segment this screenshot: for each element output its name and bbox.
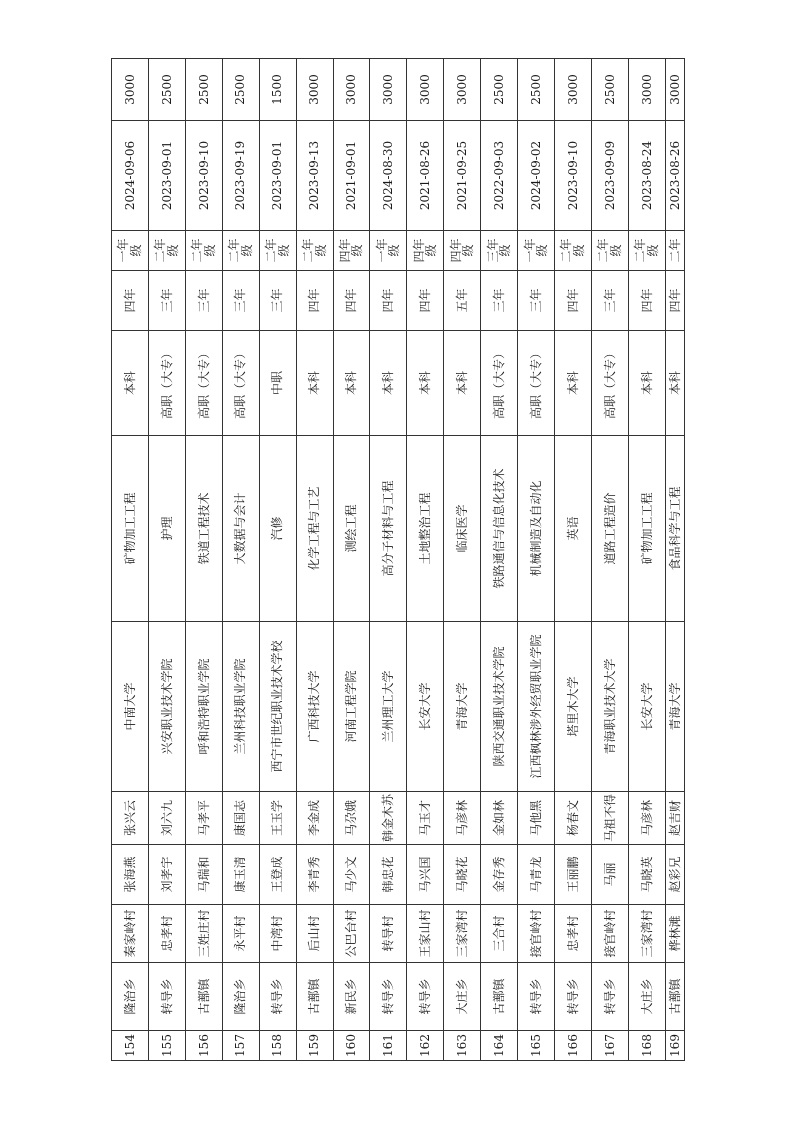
enrollment-date: 2023-08-24 [628, 121, 665, 231]
township: 古鄯镇 [665, 963, 684, 1031]
education-level: 中职 [259, 331, 296, 436]
grade-level: 二年级 [296, 231, 333, 271]
major-name: 化学工程与工艺 [296, 436, 333, 622]
table-row [112, 59, 149, 1061]
program-length: 四年 [628, 271, 665, 331]
program-length: 四年 [665, 271, 684, 331]
grade-level: 二年级 [259, 231, 296, 271]
education-level: 高职（大专） [518, 331, 555, 436]
education-level: 高职（大专） [148, 331, 185, 436]
student-name: 马尕娥 [333, 792, 370, 845]
major-name: 临床医学 [444, 436, 481, 622]
grade-level: 二年级 [222, 231, 259, 271]
grade-level: 二年级 [591, 231, 628, 271]
enrollment-date: 2024-09-02 [518, 121, 555, 231]
enrollment-date: 2021-09-01 [333, 121, 370, 231]
student-name: 金如林 [481, 792, 518, 845]
parent-name: 王登成 [259, 845, 296, 905]
program-length: 四年 [370, 271, 407, 331]
education-level: 本科 [665, 331, 684, 436]
grade-level: 一年级 [112, 231, 149, 271]
table-row [518, 59, 555, 1061]
school-name: 陕西交通职业技术学院 [481, 622, 518, 792]
education-level: 本科 [296, 331, 333, 436]
township: 大庄乡 [444, 963, 481, 1031]
parent-name: 李青秀 [296, 845, 333, 905]
enrollment-date: 2022-09-03 [481, 121, 518, 231]
village: 中湾村 [259, 905, 296, 963]
parent-name: 刘孝宇 [148, 845, 185, 905]
school-name: 河南工程学院 [333, 622, 370, 792]
aid-amount: 2500 [518, 59, 555, 121]
program-length: 三年 [259, 271, 296, 331]
table-row [185, 59, 222, 1061]
village: 接官岭村 [518, 905, 555, 963]
grade-level: 二年级 [185, 231, 222, 271]
aid-amount: 2500 [222, 59, 259, 121]
grade-level: 四年级 [444, 231, 481, 271]
enrollment-date: 2023-09-01 [148, 121, 185, 231]
student-name: 马玉才 [407, 792, 444, 845]
student-name: 杨春文 [555, 792, 592, 845]
table-row [370, 59, 407, 1061]
table-row [665, 59, 684, 1061]
village: 后山村 [296, 905, 333, 963]
row-number: 156 [185, 1031, 222, 1061]
township: 隆治乡 [222, 963, 259, 1031]
school-name: 长安大学 [407, 622, 444, 792]
student-name: 马孝平 [185, 792, 222, 845]
aid-amount: 3000 [296, 59, 333, 121]
row-number: 157 [222, 1031, 259, 1061]
enrollment-date: 2023-09-13 [296, 121, 333, 231]
education-level: 本科 [407, 331, 444, 436]
education-level: 本科 [333, 331, 370, 436]
grade-level: 二年级 [148, 231, 185, 271]
row-number: 169 [665, 1031, 684, 1061]
education-level: 高职（大专） [185, 331, 222, 436]
enrollment-date: 2024-08-30 [370, 121, 407, 231]
township: 古鄯镇 [185, 963, 222, 1031]
village: 接官岭村 [591, 905, 628, 963]
major-name: 矿物加工工程 [628, 436, 665, 622]
school-name: 兰州理工大学 [370, 622, 407, 792]
enrollment-date: 2023-09-10 [555, 121, 592, 231]
aid-amount: 2500 [148, 59, 185, 121]
row-number: 166 [555, 1031, 592, 1061]
parent-name: 马兴国 [407, 845, 444, 905]
program-length: 五年 [444, 271, 481, 331]
major-name: 护理 [148, 436, 185, 622]
program-length: 四年 [555, 271, 592, 331]
table-row [296, 59, 333, 1061]
village: 永平村 [222, 905, 259, 963]
township: 转导乡 [259, 963, 296, 1031]
school-name: 长安大学 [628, 622, 665, 792]
grade-level: 二年 [665, 231, 684, 271]
parent-name: 张海燕 [112, 845, 149, 905]
aid-amount: 2500 [481, 59, 518, 121]
village: 转导村 [370, 905, 407, 963]
village: 桦林滩 [665, 905, 684, 963]
grade-level: 三年级 [481, 231, 518, 271]
student-name: 刘六九 [148, 792, 185, 845]
aid-amount: 1500 [259, 59, 296, 121]
township: 转导乡 [370, 963, 407, 1031]
aid-amount: 2500 [591, 59, 628, 121]
township: 转导乡 [518, 963, 555, 1031]
school-name: 兴安职业技术学院 [148, 622, 185, 792]
table-row [222, 59, 259, 1061]
row-number: 162 [407, 1031, 444, 1061]
program-length: 三年 [591, 271, 628, 331]
education-level: 本科 [112, 331, 149, 436]
education-level: 高职（大专） [222, 331, 259, 436]
aid-amount: 3000 [665, 59, 684, 121]
student-name: 马彦林 [628, 792, 665, 845]
table-body [112, 59, 685, 1061]
table-row [444, 59, 481, 1061]
student-name: 赵吉财 [665, 792, 684, 845]
aid-amount: 3000 [444, 59, 481, 121]
aid-amount: 3000 [112, 59, 149, 121]
major-name: 英语 [555, 436, 592, 622]
program-length: 四年 [112, 271, 149, 331]
aid-amount: 3000 [555, 59, 592, 121]
row-number: 165 [518, 1031, 555, 1061]
student-name: 韩金木苏 [370, 792, 407, 845]
row-number: 163 [444, 1031, 481, 1061]
township: 转导乡 [555, 963, 592, 1031]
grade-level: 二年级 [555, 231, 592, 271]
enrollment-date: 2023-09-01 [259, 121, 296, 231]
enrollment-date: 2023-09-09 [591, 121, 628, 231]
grade-level: 二年级 [628, 231, 665, 271]
major-name: 大数据与会计 [222, 436, 259, 622]
village: 三家湾村 [628, 905, 665, 963]
row-number: 160 [333, 1031, 370, 1061]
program-length: 三年 [185, 271, 222, 331]
row-number: 164 [481, 1031, 518, 1061]
major-name: 机械制造及自动化 [518, 436, 555, 622]
table-row [481, 59, 518, 1061]
school-name: 中南大学 [112, 622, 149, 792]
aid-amount: 3000 [407, 59, 444, 121]
rotated-table-page [111, 59, 685, 1061]
township: 转导乡 [591, 963, 628, 1031]
program-length: 三年 [148, 271, 185, 331]
village: 三家湾村 [444, 905, 481, 963]
school-name: 塔里木大学 [555, 622, 592, 792]
enrollment-date: 2023-09-10 [185, 121, 222, 231]
education-level: 高职（大专） [591, 331, 628, 436]
grade-level: 四年级 [407, 231, 444, 271]
parent-name: 马瑞和 [185, 845, 222, 905]
school-name: 西宁市世纪职业技术学校 [259, 622, 296, 792]
enrollment-date: 2021-09-25 [444, 121, 481, 231]
major-name: 铁路通信与信息化技术 [481, 436, 518, 622]
student-name: 张兴云 [112, 792, 149, 845]
township: 转导乡 [148, 963, 185, 1031]
parent-name: 韩忠花 [370, 845, 407, 905]
grade-level: 四年级 [333, 231, 370, 271]
aid-amount: 3000 [370, 59, 407, 121]
major-name: 铁道工程技术 [185, 436, 222, 622]
table-row [407, 59, 444, 1061]
major-name: 食品科学与工程 [665, 436, 684, 622]
major-name: 道路工程造价 [591, 436, 628, 622]
row-number: 168 [628, 1031, 665, 1061]
table-row [333, 59, 370, 1061]
parent-name: 赵彩兄 [665, 845, 684, 905]
education-level: 高职（大专） [481, 331, 518, 436]
enrollment-date: 2021-08-26 [407, 121, 444, 231]
aid-amount: 3000 [333, 59, 370, 121]
table-row [555, 59, 592, 1061]
township: 隆治乡 [112, 963, 149, 1031]
program-length: 四年 [333, 271, 370, 331]
row-number: 159 [296, 1031, 333, 1061]
table-row [591, 59, 628, 1061]
parent-name: 马晓花 [444, 845, 481, 905]
parent-name: 康玉清 [222, 845, 259, 905]
row-number: 161 [370, 1031, 407, 1061]
table-row [148, 59, 185, 1061]
school-name: 兰州科技职业学院 [222, 622, 259, 792]
school-name: 青海大学 [444, 622, 481, 792]
program-length: 三年 [518, 271, 555, 331]
village: 王家山村 [407, 905, 444, 963]
program-length: 三年 [222, 271, 259, 331]
row-number: 158 [259, 1031, 296, 1061]
school-name: 江西枫林涉外经贸职业学院 [518, 622, 555, 792]
education-level: 本科 [555, 331, 592, 436]
village: 秦家岭村 [112, 905, 149, 963]
enrollment-date: 2023-08-26 [665, 121, 684, 231]
township: 古鄯镇 [481, 963, 518, 1031]
student-name: 马彦林 [444, 792, 481, 845]
parent-name: 马丽 [591, 845, 628, 905]
parent-name: 王丽鹏 [555, 845, 592, 905]
row-number: 167 [591, 1031, 628, 1061]
village: 忠孝村 [555, 905, 592, 963]
table-row [628, 59, 665, 1061]
major-name: 汽修 [259, 436, 296, 622]
parent-name: 马青龙 [518, 845, 555, 905]
row-number: 154 [112, 1031, 149, 1061]
major-name: 测绘工程 [333, 436, 370, 622]
parent-name: 马少文 [333, 845, 370, 905]
grade-level: 一年级 [518, 231, 555, 271]
school-name: 广西科技大学 [296, 622, 333, 792]
school-name: 青海大学 [665, 622, 684, 792]
student-name: 王玉学 [259, 792, 296, 845]
row-number: 155 [148, 1031, 185, 1061]
township: 转导乡 [407, 963, 444, 1031]
village: 忠孝村 [148, 905, 185, 963]
parent-name: 金存秀 [481, 845, 518, 905]
education-level: 本科 [370, 331, 407, 436]
school-name: 呼和浩特职业学院 [185, 622, 222, 792]
student-name: 康国志 [222, 792, 259, 845]
program-length: 四年 [407, 271, 444, 331]
village: 三合村 [481, 905, 518, 963]
program-length: 三年 [481, 271, 518, 331]
township: 古鄯镇 [296, 963, 333, 1031]
enrollment-date: 2023-09-19 [222, 121, 259, 231]
student-name: 李金成 [296, 792, 333, 845]
grade-level: 一年级 [370, 231, 407, 271]
major-name: 土地整治工程 [407, 436, 444, 622]
school-name: 青海职业技术大学 [591, 622, 628, 792]
student-aid-table [111, 58, 685, 1061]
enrollment-date: 2024-09-06 [112, 121, 149, 231]
village: 公巴台村 [333, 905, 370, 963]
aid-amount: 3000 [628, 59, 665, 121]
township: 大庄乡 [628, 963, 665, 1031]
parent-name: 马晓英 [628, 845, 665, 905]
program-length: 四年 [296, 271, 333, 331]
aid-amount: 2500 [185, 59, 222, 121]
major-name: 矿物加工工程 [112, 436, 149, 622]
education-level: 本科 [628, 331, 665, 436]
major-name: 高分子材料与工程 [370, 436, 407, 622]
village: 三姓庄村 [185, 905, 222, 963]
table-row [259, 59, 296, 1061]
student-name: 马祖不得 [591, 792, 628, 845]
student-name: 马他黑 [518, 792, 555, 845]
township: 新民乡 [333, 963, 370, 1031]
education-level: 本科 [444, 331, 481, 436]
